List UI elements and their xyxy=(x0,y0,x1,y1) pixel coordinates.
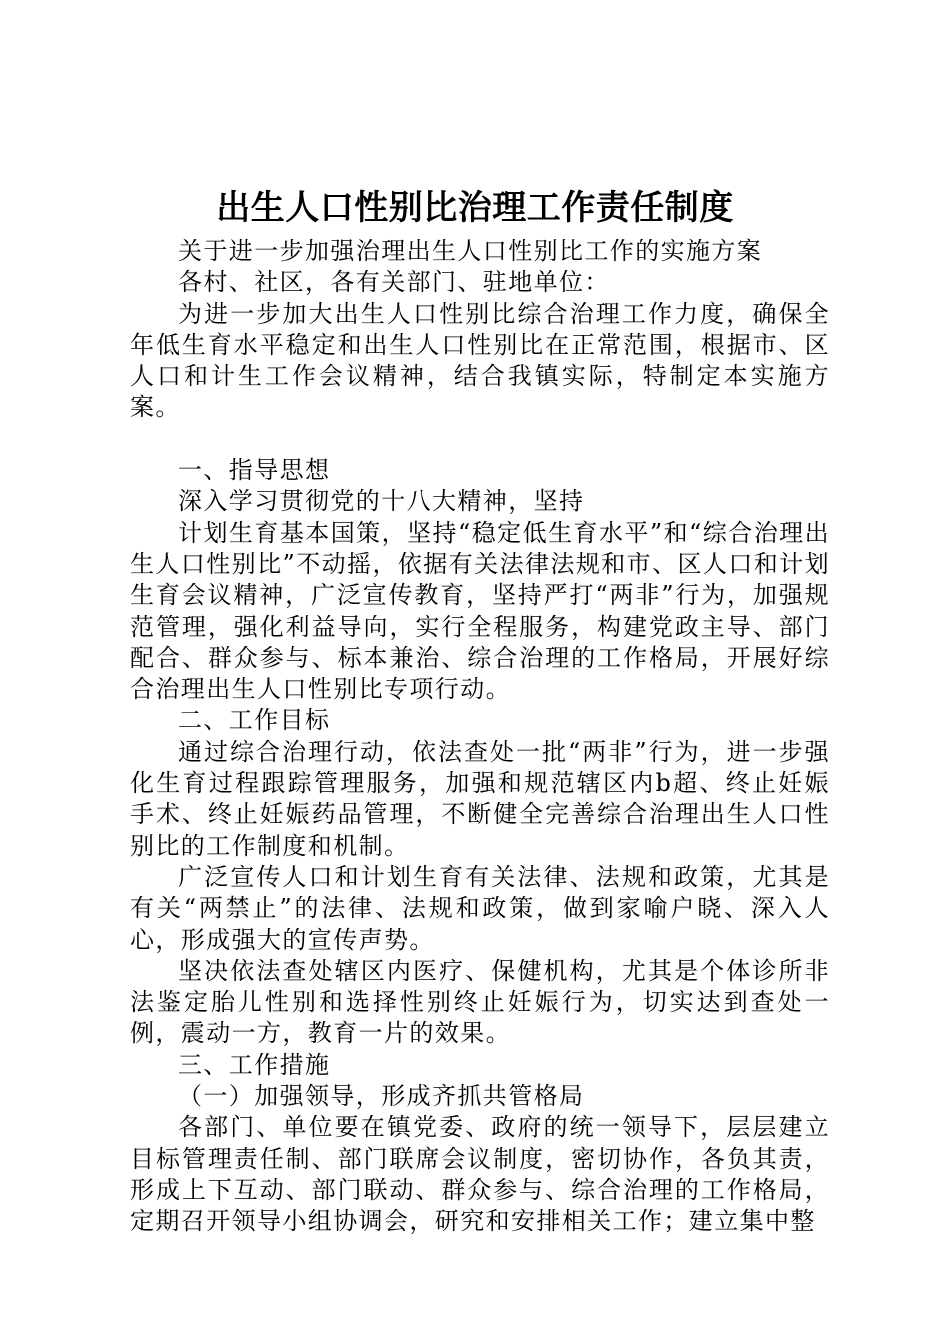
body-paragraph: 各部门、单位要在镇党委、政府的统一领导下，层层建立目标管理责任制、部门联席会议制度，密切协作，各负其责，形成上下互动、部门联动、群众参与、综合治理的工作格局，定期召开领导小组协调会，研究和安排相关工作；建立集中整 xyxy=(130,1113,830,1236)
document-body xyxy=(130,236,830,1238)
intro-paragraph: 为进一步加大出生人口性别比综合治理工作力度，确保全年低生育水平稳定和出生人口性别比在正常范围，根据市、区人口和计生工作会议精神，结合我镇实际，特制定本实施方案。 xyxy=(130,299,830,422)
subtitle-paragraph: 关于进一步加强治理出生人口性别比工作的实施方案 xyxy=(178,237,763,265)
section-heading-work-measures: 三、工作措施 xyxy=(178,1050,331,1079)
body-paragraph: 深入学习贯彻党的十八大精神，坚持 xyxy=(178,487,585,516)
subsection-heading: （一）加强领导，形成齐抓共管格局 xyxy=(178,1082,585,1111)
body-paragraph: 广泛宣传人口和计划生育有关法律、法规和政策，尤其是有关“两禁止”的法律、法规和政策，做到家喻户晓、深入人心，形成强大的宣传声势。 xyxy=(130,862,830,954)
body-paragraph: 计划生育基本国策，坚持“稳定低生育水平”和“综合治理出生人口性别比”不动摇，依据有关法律法规和市、区人口和计划生育会议精神，广泛宣传教育，坚持严打“两非”行为，加强规范管理，强化利益导向，实行全程服务，构建党政主导、部门配合、群众参与、标本兼治、综合治理的工作格局，开展好综合治理出生人口性别比专项行动。 xyxy=(130,518,830,704)
body-paragraph: 通过综合治理行动，依法查处一批“两非”行为，进一步强化生育过程跟踪管理服务，加强和规范辖区内b超、终止妊娠手术、终止妊娠药品管理，不断健全完善综合治理出生人口性别比的工作制度和机制。 xyxy=(130,737,830,860)
section-heading-guiding-ideology: 一、指导思想 xyxy=(178,456,331,485)
salutation-paragraph: 各村、社区，各有关部门、驻地单位： xyxy=(178,268,610,297)
section-heading-work-goals: 二、工作目标 xyxy=(178,706,331,735)
body-paragraph: 坚决依法查处辖区内医疗、保健机构，尤其是个体诊所非法鉴定胎儿性别和选择性别终止妊娠行为，切实达到查处一例，震动一方，教育一片的效果。 xyxy=(130,956,830,1048)
document-title: 出生人口性别比治理工作责任制度 xyxy=(216,188,734,228)
